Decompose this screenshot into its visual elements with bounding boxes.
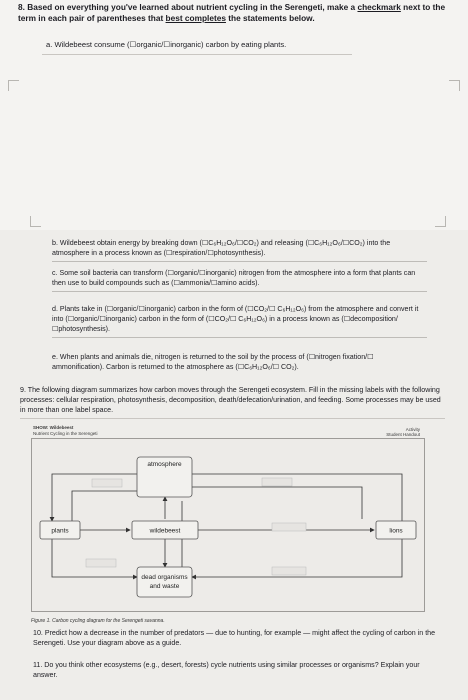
blank-label-space	[92, 479, 122, 487]
question-8d[interactable]: d. Plants take in (☐organic/☐inorganic) carbon in the form of (☐CO₂/☐ C₆H₁₂O₆) from the atmosphere and convert it into (☐organic/☐inorganic) carbon in the form of (☐CO₂/☐ C₆H₁₂O₆) in a process known as (☐decomposition/☐photosynthesis).	[52, 304, 427, 338]
question-8-intro-b: next to the term in each pair of parentheses that	[18, 2, 446, 23]
banner-handout: Student Handout	[386, 432, 420, 437]
blank-label-space	[262, 478, 292, 486]
arrow-lions-to-atmosphere	[192, 474, 402, 521]
lions-label: lions	[389, 527, 403, 535]
worksheet-top-page	[0, 0, 468, 230]
blank-label-space	[272, 567, 306, 575]
figure-label: Figure	[31, 618, 46, 624]
best-completes-word: best completes	[165, 13, 226, 23]
arrow-plants-to-atmosphere	[72, 491, 137, 521]
blank-label-space	[272, 523, 306, 531]
question-9-prompt: 9. The following diagram summarizes how carbon moves through the Serengeti ecosystem. Fill in the missing labels with the following processes: cellular respiration, photosynthesis, decomposition, death/defecation/urination, and feeding. Some processes may be used in more than one label space.	[20, 386, 441, 414]
crop-mark-icon	[30, 216, 41, 227]
divider	[20, 418, 445, 419]
question-8-intro-a: Based on everything you've learned about nutrient cycling in the Serengeti, make a	[27, 2, 358, 12]
dead-organisms-label: dead organisms	[141, 574, 188, 581]
crop-mark-icon	[449, 80, 460, 91]
question-8b[interactable]: b. Wildebeest obtain energy by breaking down (☐C₆H₁₂O₆/☐CO₂) and releasing (☐C₆H₁₂O₆/☐CO₂) into the atmosphere in a process known as (☐respiration/☐photosynthesis).	[52, 238, 427, 262]
atmosphere-label: atmosphere	[147, 461, 182, 468]
question-8e[interactable]: e. When plants and animals die, nitrogen is returned to the soil by the process of (☐nitrogen fixation/☐ ammonification). Carbon is returned to the atmosphere as (☐C₆H₁₂O₆/☐ CO₂).	[52, 353, 374, 371]
handout-banner-left	[33, 425, 123, 437]
blank-label-space	[86, 559, 116, 567]
divider	[42, 54, 352, 55]
checkmark-word: checkmark	[357, 2, 401, 12]
question-8c[interactable]: c. Some soil bacteria can transform (☐organic/☐inorganic) nitrogen from the atmosphere into a form that plants can then use to build compounds such as (☐ammonia/☐amino acids).	[52, 268, 427, 292]
waste-label: and waste	[149, 583, 180, 590]
crop-mark-icon	[8, 80, 19, 91]
plants-label: plants	[51, 527, 69, 535]
arrow-plants-to-dead	[52, 539, 137, 577]
question-11-prompt: 11. Do you think other ecosystems (e.g., desert, forests) cycle nutrients using similar processes or organisms? Explain your answer.	[33, 661, 420, 679]
carbon-cycle-diagram	[31, 438, 425, 612]
figure-caption	[31, 618, 165, 624]
diagram-svg	[32, 439, 424, 611]
question-8-intro-c: the statements below.	[225, 13, 315, 23]
arrow-decomposers-to-atmosphere	[192, 487, 362, 519]
banner-activity: Activity	[405, 427, 420, 432]
banner-subtitle: Nutrient Cycling in the Serengeti	[33, 431, 98, 436]
question-8-prompt	[18, 2, 458, 24]
figure-number: 1.	[46, 618, 51, 624]
question-8-number: 8.	[18, 2, 25, 12]
handout-banner-right	[378, 427, 420, 437]
question-10-prompt: 10. Predict how a decrease in the number of predators — due to hunting, for example — might affect the cycling of carbon in the Serengeti. Use your diagram above as a guide.	[33, 629, 436, 647]
dead-organisms-node	[137, 567, 192, 597]
crop-mark-icon	[435, 216, 446, 227]
wildebeest-label: wildebeest	[149, 527, 181, 535]
question-8a[interactable]: a. Wildebeest consume (☐organic/☐inorganic) carbon by eating plants.	[46, 40, 287, 49]
figure-caption-text: Carbon cycling diagram for the Serengeti savanna.	[50, 618, 165, 624]
banner-title: SHOW: Wildebeest	[33, 425, 74, 430]
